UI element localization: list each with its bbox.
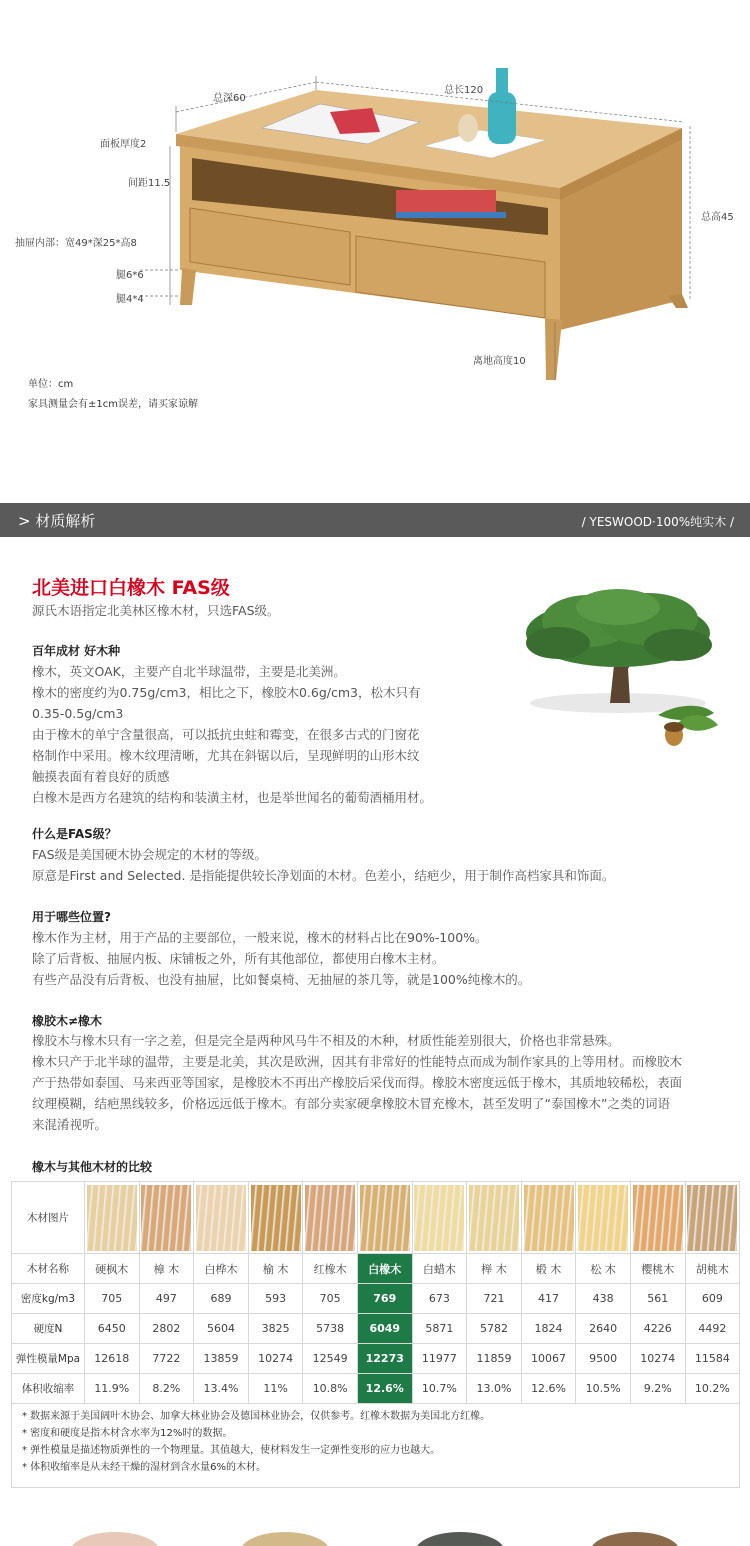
wood-swatch-image <box>141 1185 191 1251</box>
cell-hardness: 5782 <box>467 1314 522 1344</box>
block-body-usage <box>32 927 530 990</box>
cell-name: 红橡木 <box>303 1254 358 1284</box>
section-title: > 材质解析 <box>18 512 96 530</box>
cell-density: 609 <box>685 1284 740 1314</box>
table-row-name <box>12 1254 740 1284</box>
cell-shrink: 12.6% <box>521 1374 576 1404</box>
cell-shrink: 11% <box>248 1374 303 1404</box>
cell-name: 榆 木 <box>248 1254 303 1284</box>
oak-tree-image <box>518 585 728 755</box>
cell-density: 673 <box>412 1284 467 1314</box>
coffee-table-illustration <box>0 0 750 440</box>
wood-swatch-cell <box>194 1182 249 1254</box>
row-label-density: 密度kg/m3 <box>12 1284 85 1314</box>
dim-gap: 间距11.5 <box>128 178 171 189</box>
row-label-hardness: 硬度N <box>12 1314 85 1344</box>
cell-shrink: 10.5% <box>576 1374 631 1404</box>
bottom-thumbnail <box>240 1532 330 1546</box>
cell-name: 白蜡木 <box>412 1254 467 1284</box>
dim-drawer-inner: 抽屉内部：宽49*深25*高8 <box>15 238 137 249</box>
cell-name: 樱桃木 <box>630 1254 685 1284</box>
wood-swatch-image <box>196 1185 246 1251</box>
text-line: 橡胶木与橡木只有一字之差，但是完全是两种风马牛不相及的木种，材质性能差别很大，价格也非常悬殊。 <box>32 1033 620 1048</box>
footnote: * 数据来源于美国阔叶木协会、加拿大林业协会及德国林业协会，仅供参考。红橡木数据为美国北方红橡。 <box>22 1411 491 1422</box>
cell-shrink: 12.6% <box>357 1374 412 1404</box>
text-line: 触摸表面有着良好的质感 <box>32 769 170 784</box>
dim-leg-small: 腿4*4 <box>116 294 144 305</box>
cell-modulus: 10067 <box>521 1344 576 1374</box>
wood-swatch-cell <box>85 1182 140 1254</box>
cell-hardness: 4492 <box>685 1314 740 1344</box>
cell-shrink: 10.7% <box>412 1374 467 1404</box>
bottom-thumbnail <box>590 1532 680 1546</box>
cell-hardness: 5871 <box>412 1314 467 1344</box>
row-label-modulus: 弹性模量Mpa <box>12 1344 85 1374</box>
text-line: 格制作中采用。橡木纹理清晰，尤其在斜锯以后，呈现鲜明的山形木纹 <box>32 748 420 763</box>
cell-modulus: 7722 <box>139 1344 194 1374</box>
wood-swatch-cell <box>685 1182 740 1254</box>
bottom-thumbnail <box>70 1532 160 1546</box>
cell-name: 白桦木 <box>194 1254 249 1284</box>
wood-swatch-image <box>633 1185 683 1251</box>
cell-name: 樟 木 <box>139 1254 194 1284</box>
block-body-fas <box>32 844 614 886</box>
cell-density: 721 <box>467 1284 522 1314</box>
footnote: * 弹性模量是描述物质弹性的一个物理量。其值越大，使材料发生一定弹性变形的应力也越大。 <box>22 1445 441 1456</box>
cell-hardness: 6049 <box>357 1314 412 1344</box>
cell-modulus: 11859 <box>467 1344 522 1374</box>
cell-modulus: 10274 <box>248 1344 303 1374</box>
wood-swatch-cell <box>630 1182 685 1254</box>
cell-density: 593 <box>248 1284 303 1314</box>
cell-hardness: 1824 <box>521 1314 576 1344</box>
footnote: * 体积收缩率是从未经干燥的湿材到含水量6%的木材。 <box>22 1462 267 1473</box>
dim-ground-clearance: 离地高度10 <box>473 356 526 367</box>
cell-name: 硬枫木 <box>85 1254 140 1284</box>
dim-leg-large: 腿6*6 <box>116 270 144 281</box>
cell-name: 松 木 <box>576 1254 631 1284</box>
text-line: 有些产品没有后背板、也没有抽屉，比如餐桌椅、无抽屉的茶几等，就是100%纯橡木的。 <box>32 972 531 987</box>
cell-name: 榉 木 <box>467 1254 522 1284</box>
cell-modulus: 10274 <box>630 1344 685 1374</box>
table-footnotes <box>11 1402 740 1488</box>
cell-shrink: 8.2% <box>139 1374 194 1404</box>
measurement-note: 家具测量会有±1cm误差，请买家谅解 <box>28 399 198 410</box>
cell-density: 689 <box>194 1284 249 1314</box>
text-line: 来混淆视听。 <box>32 1117 108 1132</box>
wood-swatch-cell <box>521 1182 576 1254</box>
cell-hardness: 4226 <box>630 1314 685 1344</box>
block-body-rubberwood <box>32 1030 682 1135</box>
wood-swatch-image <box>305 1185 355 1251</box>
cell-modulus: 13859 <box>194 1344 249 1374</box>
cell-density: 561 <box>630 1284 685 1314</box>
cell-modulus: 12549 <box>303 1344 358 1374</box>
cell-modulus: 12273 <box>357 1344 412 1374</box>
wood-swatch-image <box>524 1185 574 1251</box>
wood-swatch-cell <box>467 1182 522 1254</box>
cell-hardness: 2640 <box>576 1314 631 1344</box>
cell-density: 769 <box>357 1284 412 1314</box>
cell-modulus: 9500 <box>576 1344 631 1374</box>
wood-swatch-image <box>87 1185 137 1251</box>
article-subtitle: 源氏木语指定北美林区橡木材，只选FAS级。 <box>32 603 280 618</box>
text-line: 由于橡木的单宁含量很高，可以抵抗虫蛀和霉变，在很多古式的门窗花 <box>32 727 420 742</box>
cell-hardness: 5604 <box>194 1314 249 1344</box>
cell-density: 705 <box>85 1284 140 1314</box>
block-heading-rubberwood: 橡胶木≠橡木 <box>32 1014 103 1028</box>
cell-shrink: 13.4% <box>194 1374 249 1404</box>
text-line: 橡木作为主材，用于产品的主要部位，一般来说，橡木的材料占比在90%-100%。 <box>32 930 488 945</box>
block-heading-fas: 什么是FAS级？ <box>32 827 117 841</box>
product-dimension-diagram <box>0 0 750 440</box>
cell-density: 497 <box>139 1284 194 1314</box>
wood-swatch-image <box>469 1185 519 1251</box>
wood-swatch-image <box>578 1185 628 1251</box>
cell-density: 438 <box>576 1284 631 1314</box>
cell-shrink: 11.9% <box>85 1374 140 1404</box>
cell-hardness: 3825 <box>248 1314 303 1344</box>
row-label-shrinkage: 体积收缩率 <box>12 1374 85 1404</box>
text-line: 橡木，英文OAK，主要产自北半球温带，主要是北美洲。 <box>32 664 346 679</box>
cell-modulus: 12618 <box>85 1344 140 1374</box>
cell-shrink: 10.8% <box>303 1374 358 1404</box>
cell-shrink: 10.2% <box>685 1374 740 1404</box>
block-body-quality <box>32 661 432 808</box>
cell-density: 417 <box>521 1284 576 1314</box>
text-line: 纹理模糊，结疤黑线较多，价格远远低于橡木。有部分卖家硬拿橡胶木冒充橡木，甚至发明了“泰国橡木”之类的词语 <box>32 1096 670 1111</box>
text-line: 产于热带如泰国、马来西亚等国家，是橡胶木不再出产橡胶后采伐而得。橡胶木密度远低于橡木，其质地较稀松，表面 <box>32 1075 683 1090</box>
cell-hardness: 6450 <box>85 1314 140 1344</box>
cell-name: 胡桃木 <box>685 1254 740 1284</box>
cell-name: 椴 木 <box>521 1254 576 1284</box>
text-line: 除了后背板、抽屉内板、床铺板之外，所有其他部位，都使用白橡木主材。 <box>32 951 445 966</box>
row-label-image: 木材图片 <box>12 1182 85 1254</box>
dim-depth: 总深60 <box>213 93 246 104</box>
wood-swatch-cell <box>248 1182 303 1254</box>
text-line: 原意是First and Selected. 是指能提供较长净划面的木材。色差小，结疤少，用于制作高档家具和饰面。 <box>32 868 615 883</box>
wood-swatch-cell <box>576 1182 631 1254</box>
text-line: FAS级是美国硬木协会规定的木材的等级。 <box>32 847 268 862</box>
dim-total-height: 总高45 <box>701 212 734 223</box>
wood-comparison-table <box>11 1181 740 1404</box>
dim-length: 总长120 <box>444 85 484 96</box>
wood-swatch-image <box>360 1185 410 1251</box>
comparison-title: 橡木与其他木材的比较 <box>32 1160 153 1174</box>
cell-modulus: 11977 <box>412 1344 467 1374</box>
bottom-thumbnail <box>415 1532 505 1546</box>
footnote: * 密度和硬度是指木材含水率为12%时的数据。 <box>22 1428 233 1439</box>
table-row-modulus <box>12 1344 740 1374</box>
wood-swatch-cell <box>357 1182 412 1254</box>
article-title: 北美进口白橡木 FAS级 <box>32 577 230 599</box>
wood-swatch-image <box>414 1185 464 1251</box>
table-row-hardness <box>12 1314 740 1344</box>
row-label-name: 木材名称 <box>12 1254 85 1284</box>
wood-swatch-cell <box>303 1182 358 1254</box>
wood-swatch-cell <box>139 1182 194 1254</box>
dim-panel-thickness: 面板厚度2 <box>100 139 147 150</box>
cell-hardness: 5738 <box>303 1314 358 1344</box>
text-line: 白橡木是西方名建筑的结构和装潢主材，也是举世闻名的葡萄酒桶用材。 <box>32 790 433 805</box>
cell-name: 白橡木 <box>357 1254 412 1284</box>
block-heading-usage: 用于哪些位置? <box>32 910 111 924</box>
cell-shrink: 13.0% <box>467 1374 522 1404</box>
cell-density: 705 <box>303 1284 358 1314</box>
cell-modulus: 11584 <box>685 1344 740 1374</box>
unit-label: 单位：cm <box>28 379 74 390</box>
block-heading-quality: 百年成材 好木种 <box>32 644 121 658</box>
section-header-bar <box>0 503 750 537</box>
text-line: 橡木的密度约为0.75g/cm3，相比之下，橡胶木0.6g/cm3，松木只有 <box>32 685 421 700</box>
table-row-images <box>12 1182 740 1254</box>
text-line: 橡木只产于北半球的温带，主要是北美，其次是欧洲，因其有非常好的性能特点而成为制作家具的上等用材。而橡胶木 <box>32 1054 683 1069</box>
wood-swatch-cell <box>412 1182 467 1254</box>
wood-swatch-image <box>687 1185 737 1251</box>
table-row-shrinkage <box>12 1374 740 1404</box>
cell-shrink: 9.2% <box>630 1374 685 1404</box>
cell-hardness: 2802 <box>139 1314 194 1344</box>
table-row-density <box>12 1284 740 1314</box>
text-line: 0.35-0.5g/cm3 <box>32 706 124 721</box>
wood-swatch-image <box>251 1185 301 1251</box>
section-brand-tag: / YESWOOD·100%纯实木 / <box>581 515 734 529</box>
